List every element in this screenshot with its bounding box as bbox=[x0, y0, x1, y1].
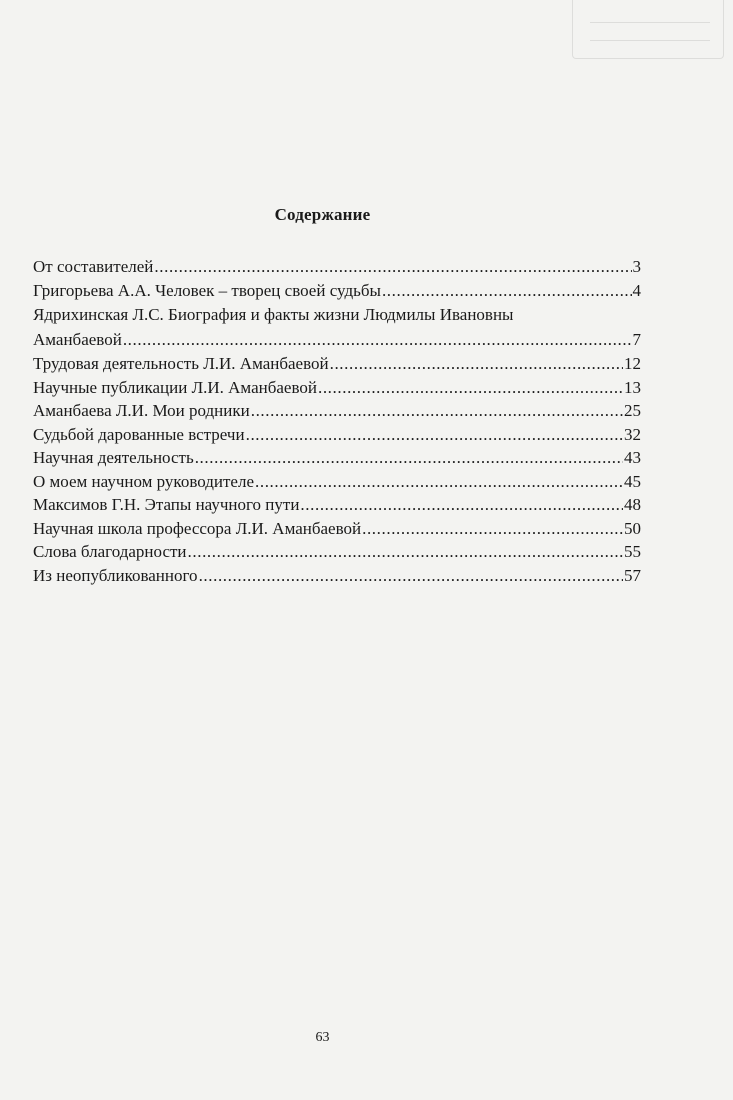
toc-entry bbox=[33, 564, 641, 588]
toc-entry-page: 32 bbox=[624, 424, 641, 444]
toc-entry-label: Научная деятельность bbox=[33, 448, 194, 467]
toc-leader-dots bbox=[195, 446, 623, 470]
toc-entry bbox=[33, 376, 641, 400]
toc-entry-label: Слова благодарности bbox=[33, 542, 187, 561]
toc-leader-dots bbox=[188, 540, 623, 564]
toc-entry-label: Аманбаевой bbox=[33, 330, 122, 349]
toc-leader-dots bbox=[300, 493, 623, 517]
toc-leader-dots bbox=[382, 279, 632, 303]
toc-entry-label: Судьбой дарованные встречи bbox=[33, 424, 245, 444]
toc-entry-page: 48 bbox=[624, 495, 641, 514]
toc-entry bbox=[33, 352, 641, 376]
toc-title: Содержание bbox=[274, 205, 371, 224]
library-stamp bbox=[572, 0, 724, 59]
table-of-contents bbox=[33, 255, 641, 587]
toc-entry bbox=[33, 423, 641, 447]
toc-entry-label: Максимов Г.Н. Этапы научного пути bbox=[33, 495, 300, 514]
toc-leader-dots bbox=[362, 517, 623, 541]
toc-entry bbox=[33, 399, 641, 423]
toc-leader-dots bbox=[123, 327, 632, 352]
toc-entry-page: 43 bbox=[624, 448, 641, 467]
toc-entry bbox=[33, 493, 641, 517]
toc-entry-page: 45 bbox=[624, 471, 641, 491]
toc-entry bbox=[33, 446, 641, 470]
toc-leader-dots bbox=[251, 399, 623, 423]
toc-entry-page: 57 bbox=[624, 565, 641, 585]
toc-leader-dots bbox=[318, 376, 623, 400]
stamp-line bbox=[590, 22, 710, 23]
toc-entry-label: Научные публикации Л.И. Аманбаевой bbox=[33, 377, 317, 397]
toc-entry-page: 25 bbox=[624, 401, 641, 420]
toc-entry-label: О моем научном руководителе bbox=[33, 471, 254, 491]
toc-leader-dots bbox=[199, 564, 623, 588]
page-number: 63 bbox=[315, 1030, 330, 1045]
toc-entry bbox=[33, 517, 641, 541]
toc-leader-dots bbox=[154, 255, 631, 279]
toc-entry-page: 50 bbox=[624, 518, 641, 538]
toc-leader-dots bbox=[255, 470, 623, 494]
toc-entry-label: Трудовая деятельность Л.И. Аманбаевой bbox=[33, 354, 329, 373]
toc-entry bbox=[33, 279, 641, 303]
toc-entry-label: Научная школа профессора Л.И. Аманбаевой bbox=[33, 518, 362, 538]
toc-entry-label: Аманбаева Л.И. Мои родники bbox=[33, 401, 250, 420]
toc-entry-label: Григорьева А.А. Человек – творец своей судьбы bbox=[33, 280, 381, 300]
toc-entry-label: От составителей bbox=[33, 257, 154, 276]
toc-entry bbox=[33, 302, 641, 352]
toc-entry-label-line1: Ядрихинская Л.С. Биография и факты жизни Людмилы Ивановны bbox=[33, 305, 514, 324]
toc-entry-label: Из неопубликованного bbox=[33, 565, 198, 585]
toc-entry bbox=[33, 255, 641, 279]
toc-entry-page: 12 bbox=[624, 354, 641, 373]
toc-entry-page: 13 bbox=[624, 377, 641, 397]
toc-entry bbox=[33, 540, 641, 564]
toc-leader-dots bbox=[246, 423, 623, 447]
toc-entry bbox=[33, 470, 641, 494]
stamp-line bbox=[590, 40, 710, 41]
toc-entry-page: 55 bbox=[624, 542, 641, 561]
toc-entry-page: 3 bbox=[632, 257, 641, 276]
toc-leader-dots bbox=[330, 352, 623, 376]
toc-entry-page: 4 bbox=[632, 280, 641, 300]
toc-entry-page: 7 bbox=[632, 330, 641, 349]
